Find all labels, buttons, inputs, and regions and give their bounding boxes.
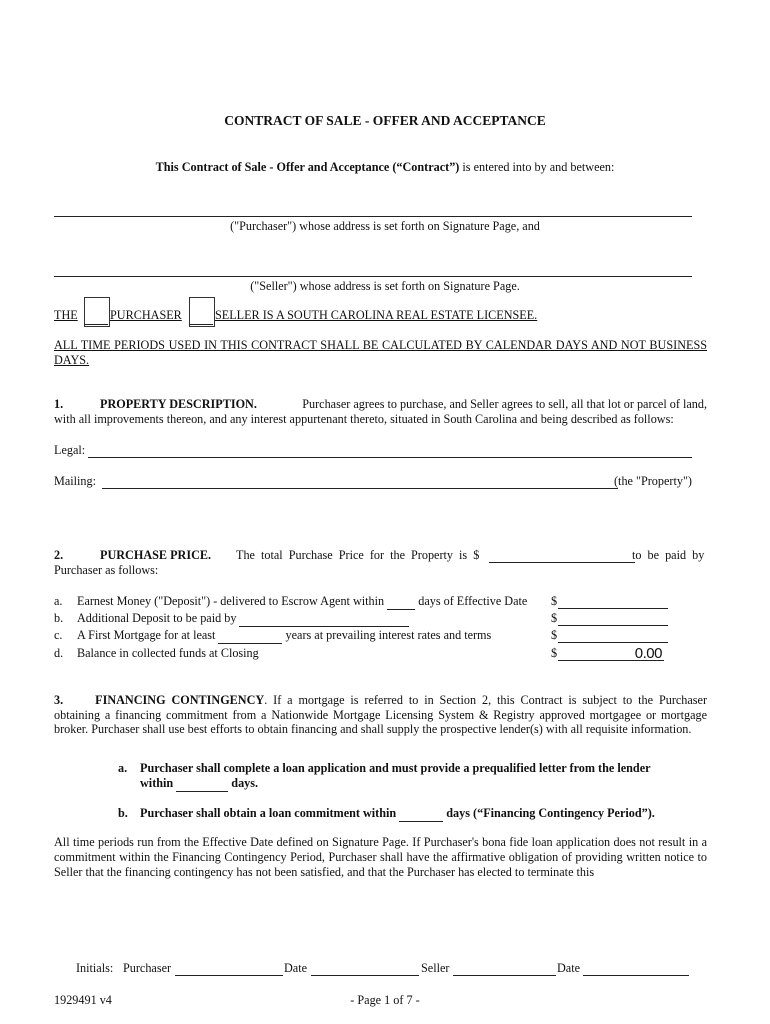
page-number: - Page 1 of 7 - — [350, 993, 420, 1007]
page-title: CONTRACT OF SALE - OFFER AND ACCEPTANCE — [224, 113, 546, 128]
property-suffix: (the "Property") — [614, 474, 692, 488]
purchaser-licensee-checkbox[interactable] — [84, 297, 110, 327]
additional-deposit-amount-field[interactable] — [558, 611, 668, 626]
intro-line — [0, 160, 770, 175]
initials-label: Initials: — [76, 961, 114, 975]
section2-text-b: to be paid by — [632, 548, 705, 562]
item-d-letter: d. — [54, 646, 64, 660]
section1-heading: PROPERTY DESCRIPTION. — [100, 397, 257, 411]
item-a-letter: a. — [54, 594, 63, 608]
earnest-days-field[interactable] — [387, 596, 415, 610]
item-a-text: Earnest Money ("Deposit") - delivered to Escrow Agent within days of Effective Date — [77, 594, 528, 608]
item-c-letter: c. — [54, 628, 63, 642]
section1-text2: with all improvements thereon, and any interest appurtenant thereto, situated in South Carolina and being described as follows: — [54, 412, 674, 426]
initials-date1-label: Date — [284, 961, 308, 975]
section3-closing: All time periods run from the Effective Date defined on Signature Page. If Purchaser's bona fide loan application does not result in a commitment within the Financing Contingency Period, Purchaser shall have the affirmative obligation of providing written notice to Seller that the financing contingency has not been satisfied, and that the Purchaser has elected to terminate this — [54, 835, 707, 879]
licensee-purchaser: PURCHASER — [110, 308, 182, 322]
legal-description-field[interactable] — [88, 443, 692, 458]
section3-b-letter: b. — [118, 806, 128, 820]
purchaser-address-note: ("Purchaser") whose address is set forth on Signature Page, and — [230, 219, 540, 233]
seller-address-note: ("Seller") whose address is set forth on Signature Page. — [250, 279, 520, 293]
purchaser-name-field[interactable] — [54, 202, 692, 217]
legal-label: Legal: — [54, 443, 86, 457]
purchaser-date-field[interactable] — [311, 961, 419, 976]
prequalified-days-field[interactable] — [176, 778, 228, 792]
seller-name-field[interactable] — [54, 262, 692, 277]
intro-bold: This Contract of Sale - Offer and Acceptance (“Contract”) — [155, 160, 460, 174]
item-d-dollar: $ — [551, 646, 558, 660]
section3-a-text2: within days. — [140, 776, 259, 790]
total-price-field[interactable] — [489, 548, 635, 563]
initials-purchaser-label: Purchaser — [123, 961, 172, 975]
section3-b-text: Purchaser shall obtain a loan commitment within days (“Financing Contingency Period”). — [140, 806, 655, 820]
licensee-the: THE — [54, 308, 78, 322]
section3-paragraph: 3. FINANCING CONTINGENCY. If a mortgage is referred to in Section 2, this Contract is subject to the Purchaser obtaining a financing commitment from a Nationwide Mortgage Licensing System & Registry approved mortgagee or mortgage broker. Purchaser shall use best efforts to obtain financing and shall supply the prospective lender(s) with all requisite information. — [54, 693, 707, 737]
item-d-text: Balance in collected funds at Closing — [77, 646, 259, 660]
section3-a-letter: a. — [118, 761, 128, 775]
seller-date-field[interactable] — [583, 961, 689, 976]
time-periods-notice: ALL TIME PERIODS USED IN THIS CONTRACT SHALL BE CALCULATED BY CALENDAR DAYS AND NOT BUSINESS DAYS. — [54, 338, 707, 367]
document-id: 1929491 v4 — [54, 993, 112, 1007]
section2-text-a: The total Purchase Price for the Property is $ — [236, 548, 480, 562]
section2-number: 2. — [54, 548, 64, 562]
item-a-dollar: $ — [551, 594, 558, 608]
section1-number: 1. — [54, 397, 64, 411]
item-b-text: Additional Deposit to be paid by — [77, 611, 409, 626]
purchaser-initials-field[interactable] — [175, 961, 283, 976]
seller-initials-field[interactable] — [453, 961, 556, 976]
balance-amount-field[interactable] — [558, 645, 664, 661]
item-b-dollar: $ — [551, 611, 558, 625]
mailing-label: Mailing: — [54, 474, 96, 488]
balance-amount-value: 0.00 — [634, 645, 662, 662]
mortgage-years-field[interactable] — [218, 630, 282, 644]
licensee-seller-text: SELLER IS A SOUTH CAROLINA REAL ESTATE LICENSEE. — [215, 308, 538, 322]
earnest-amount-field[interactable] — [558, 594, 668, 609]
item-c-text: A First Mortgage for at least years at prevailing interest rates and terms — [77, 628, 492, 642]
intro-rest: is entered into by and between: — [459, 160, 615, 174]
section2-heading: PURCHASE PRICE. — [100, 548, 212, 562]
commitment-days-field[interactable] — [399, 808, 443, 822]
mailing-address-field[interactable] — [102, 474, 618, 489]
mortgage-amount-field[interactable] — [558, 628, 668, 643]
seller-licensee-checkbox[interactable] — [189, 297, 215, 327]
initials-seller-label: Seller — [421, 961, 450, 975]
section3-a-text1: Purchaser shall complete a loan application and must provide a prequalified letter from the lender — [140, 761, 651, 775]
section2-text2: Purchaser as follows: — [54, 563, 159, 577]
item-b-letter: b. — [54, 611, 64, 625]
initials-date2-label: Date — [557, 961, 581, 975]
additional-deposit-party-field[interactable] — [239, 613, 409, 627]
item-c-dollar: $ — [551, 628, 558, 642]
section1-text1: Purchaser agrees to purchase, and Seller agrees to sell, all that lot or parcel of land, — [302, 397, 707, 411]
